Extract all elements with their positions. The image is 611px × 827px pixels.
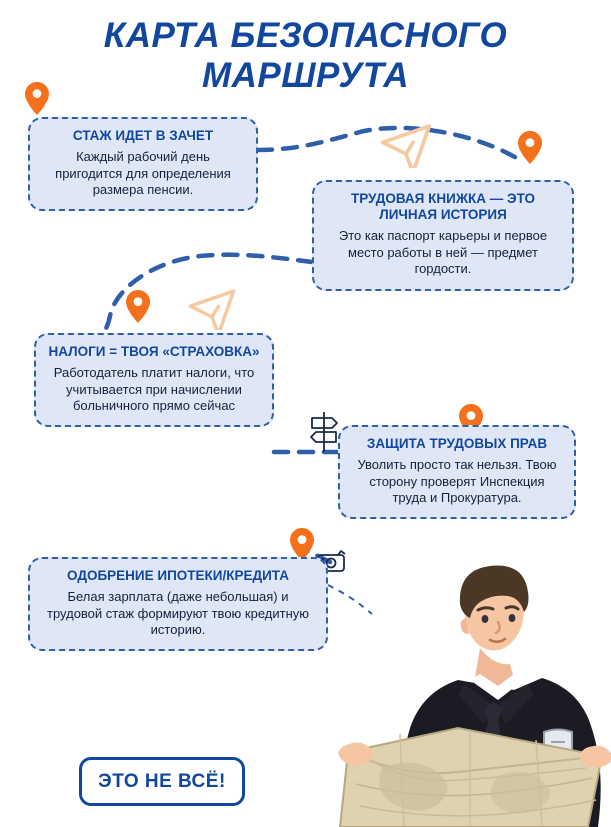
map-pin-icon (126, 290, 150, 323)
card-body: Белая зарплата (даже небольшая) и трудовой стаж формируют твою кредитную историю. (47, 589, 309, 637)
card-heading: НАЛОГИ = ТВОЯ «СТРАХОВКА» (48, 344, 260, 359)
final-cta-button[interactable] (79, 757, 245, 806)
info-card-mortgage (28, 557, 328, 651)
card-body: Каждый рабочий день пригодится для определения размера пенсии. (55, 149, 231, 197)
card-heading: СТАЖ ИДЕТ В ЗАЧЕТ (72, 128, 214, 143)
airplane-icon (186, 278, 238, 330)
card-heading: ОДОБРЕНИЕ ИПОТЕКИ/КРЕДИТА (67, 568, 289, 583)
info-card-taxes (34, 333, 274, 427)
map-pin-icon (518, 131, 542, 164)
student-with-map-illustration (330, 560, 611, 827)
card-heading: ТРУДОВАЯ КНИЖКА — ЭТО ЛИЧНАЯ ИСТОРИЯ (350, 191, 536, 223)
info-card-labour-rights (338, 425, 576, 519)
card-body: Это как паспорт карьеры и первое место работы в ней — предмет гордости. (338, 228, 548, 277)
info-card-labour-book (312, 180, 574, 291)
final-cta-label: ЭТО НЕ ВСЁ! (98, 770, 226, 792)
map-pin-icon (25, 82, 49, 115)
card-heading: ЗАЩИТА ТРУДОВЫХ ПРАВ (366, 436, 548, 451)
airplane-icon (378, 112, 434, 168)
card-body: Работодатель платит налоги, что учитывается при начислении больничного прямо сейчас (53, 365, 255, 413)
page-title: КАРТА БЕЗОПАСНОГО МАРШРУТА (103, 16, 508, 95)
card-body: Уволить просто так нельзя. Твою сторону проверят Инспекция труда и Прокуратура. (357, 457, 557, 505)
info-card-pension (28, 117, 258, 211)
signpost-icon (308, 408, 340, 454)
